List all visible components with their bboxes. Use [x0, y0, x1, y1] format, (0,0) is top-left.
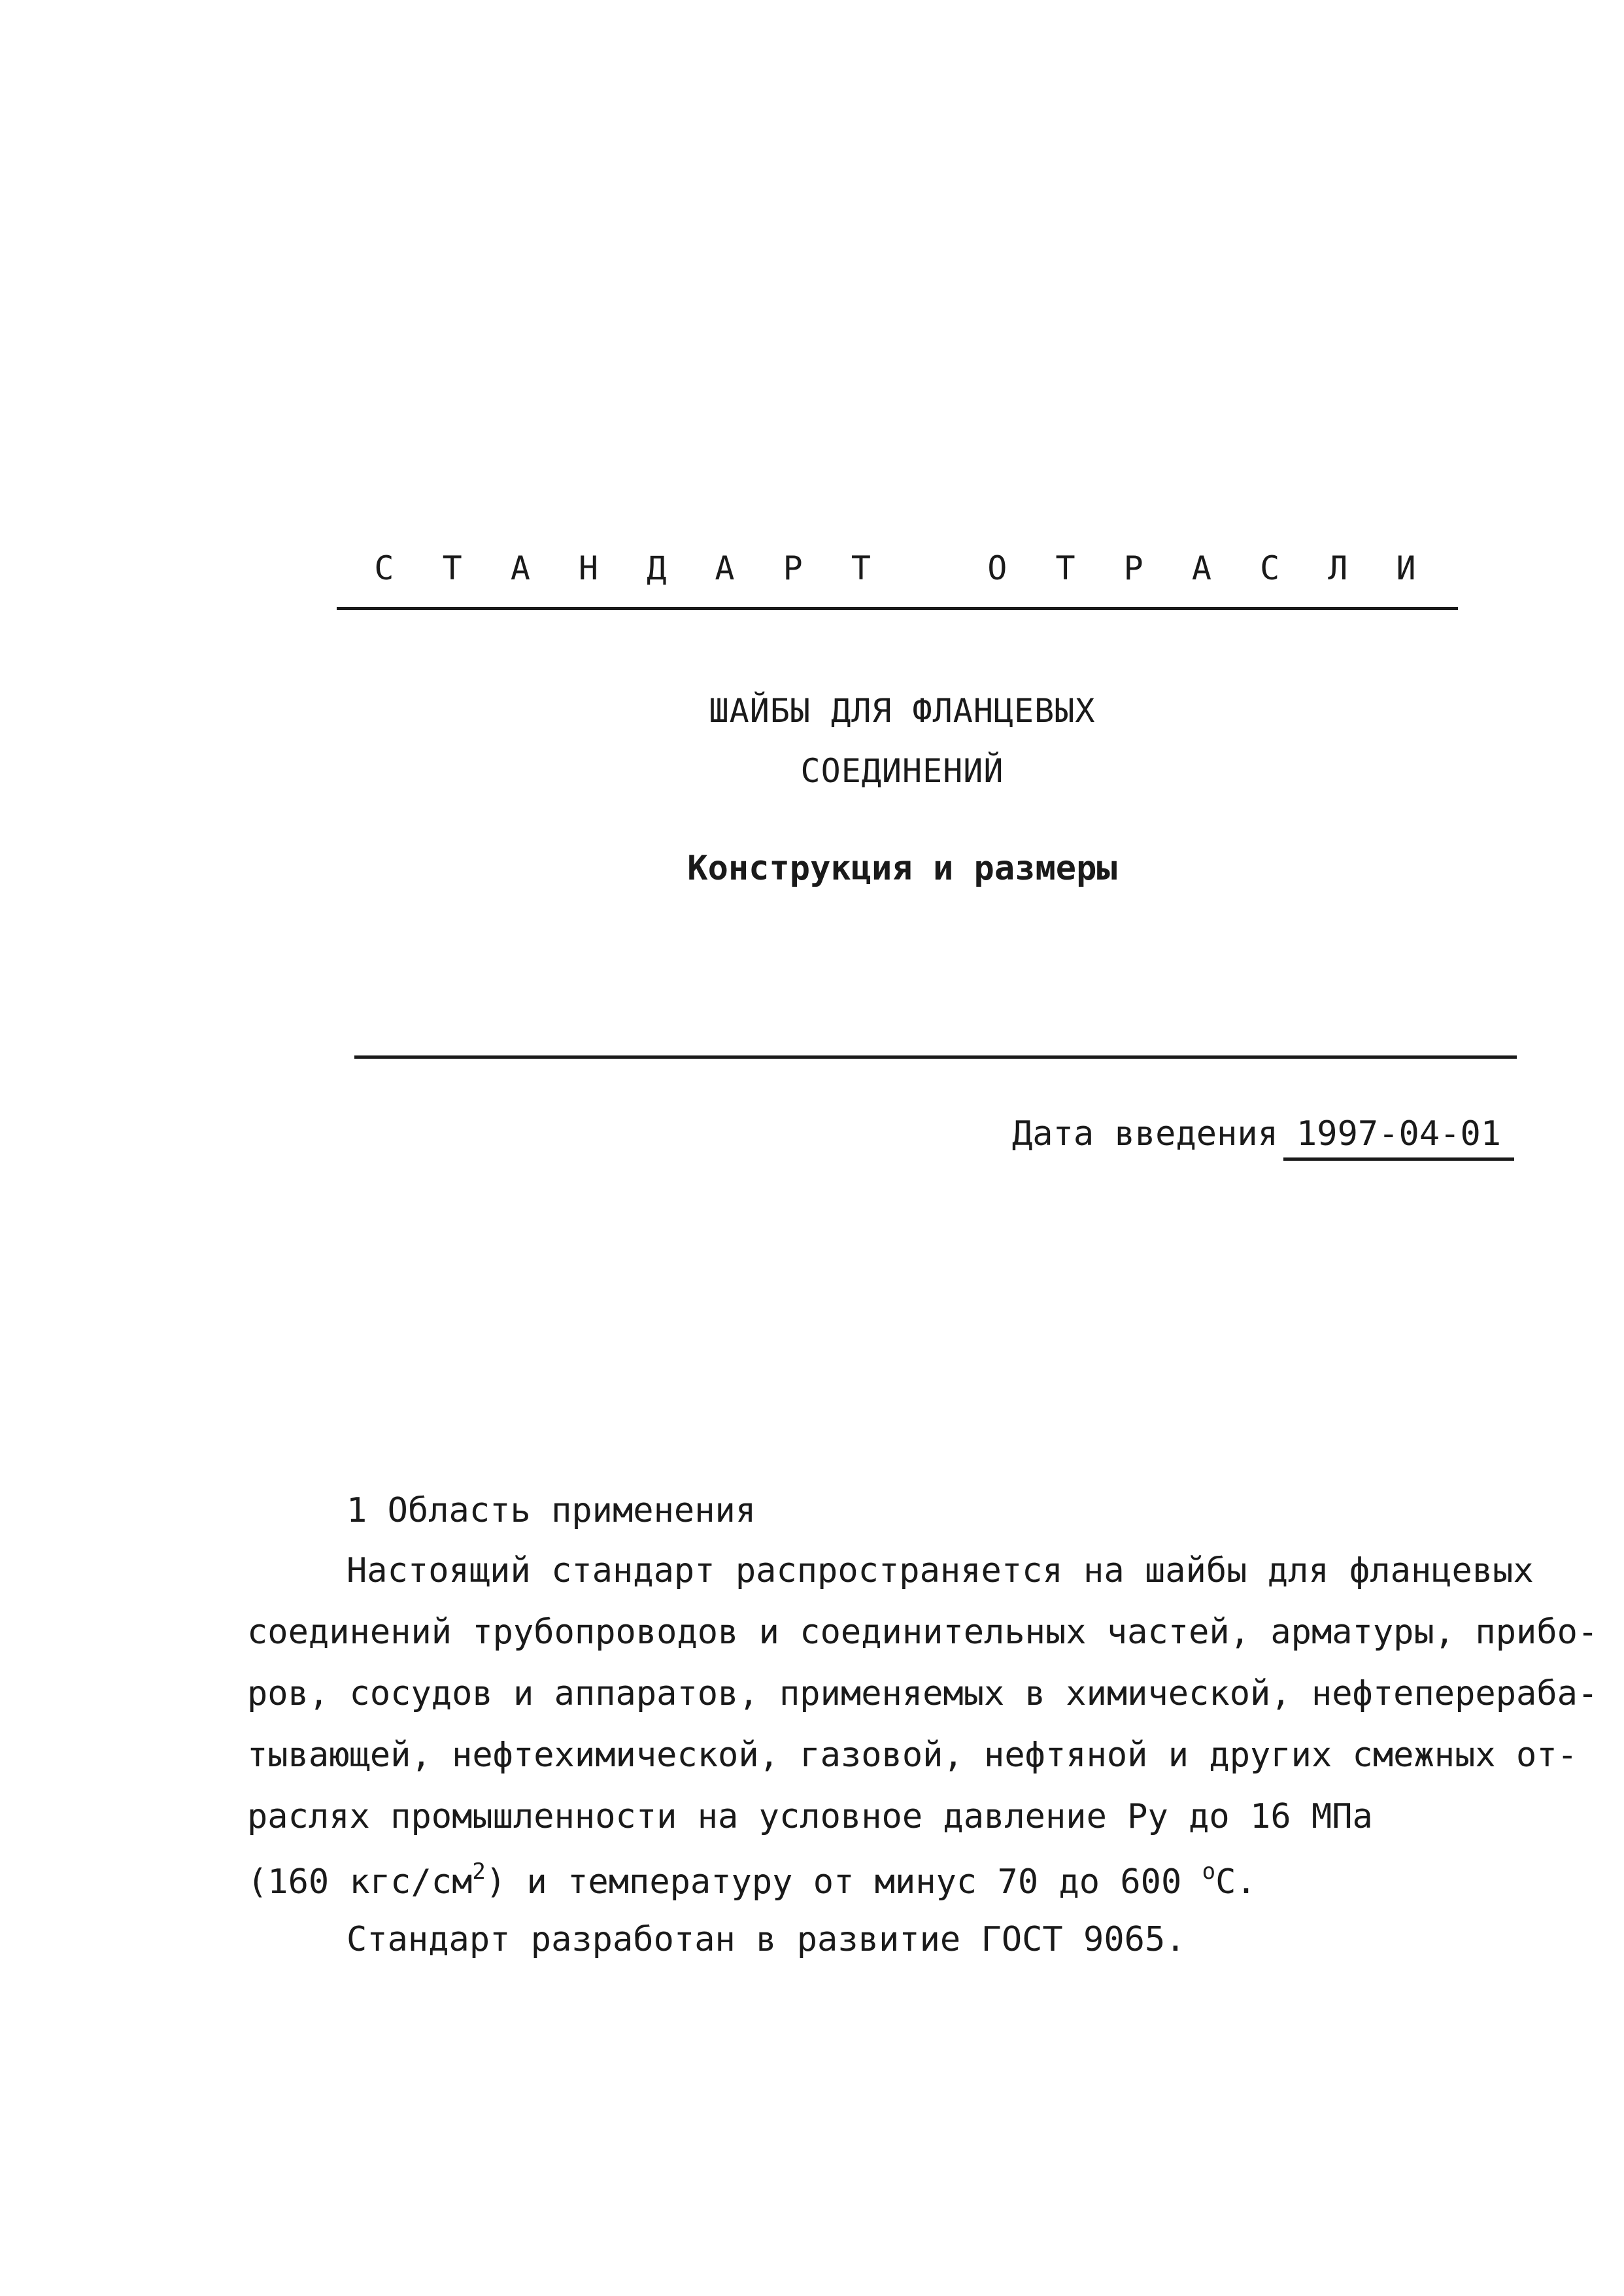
paragraph-line: тывающей, нефтехимической, газовой, нефтяной и других смежных от-	[247, 1736, 1578, 1775]
document-subtitle: Конструкция и размеры	[687, 849, 1117, 888]
paragraph-line-pressure-temperature	[247, 1859, 1257, 1902]
paragraph-line: раслях промышленности на условное давление Ру до 16 МПа	[247, 1797, 1373, 1836]
date-value: 1997-04-01	[1283, 1114, 1514, 1161]
introduction-date	[1012, 1114, 1514, 1161]
header-divider	[337, 607, 1458, 610]
title-divider	[354, 1055, 1517, 1059]
paragraph-line: Настоящий стандарт распространяется на шайбы для фланцевых	[347, 1551, 1534, 1590]
section-heading: 1 Область применения	[347, 1491, 756, 1530]
closing-line: Стандарт разработан в развитие ГОСТ 9065.	[347, 1920, 1186, 1959]
celsius-text: С.	[1215, 1862, 1257, 1902]
document-name-line-1: ШАЙБЫ ДЛЯ ФЛАНЦЕВЫХ	[709, 692, 1096, 730]
degree-superscript: о	[1202, 1859, 1216, 1885]
paragraph-line: соединений трубопроводов и соединительных частей, арматуры, прибо-	[247, 1613, 1599, 1652]
date-label: Дата введения	[1012, 1114, 1278, 1154]
document-name-line-2: СОЕДИНЕНИЙ	[800, 752, 1004, 790]
temperature-text: ) и температуру от минус 70 до 600	[485, 1862, 1202, 1902]
paragraph-line: ров, сосудов и аппаратов, применяемых в химической, нефтеперераба-	[247, 1674, 1599, 1713]
standard-header-title: С Т А Н Д А Р Т О Т Р А С Л И	[374, 549, 1430, 587]
superscript-two: 2	[472, 1859, 486, 1885]
pressure-text: (160 кгс/см	[247, 1862, 473, 1902]
